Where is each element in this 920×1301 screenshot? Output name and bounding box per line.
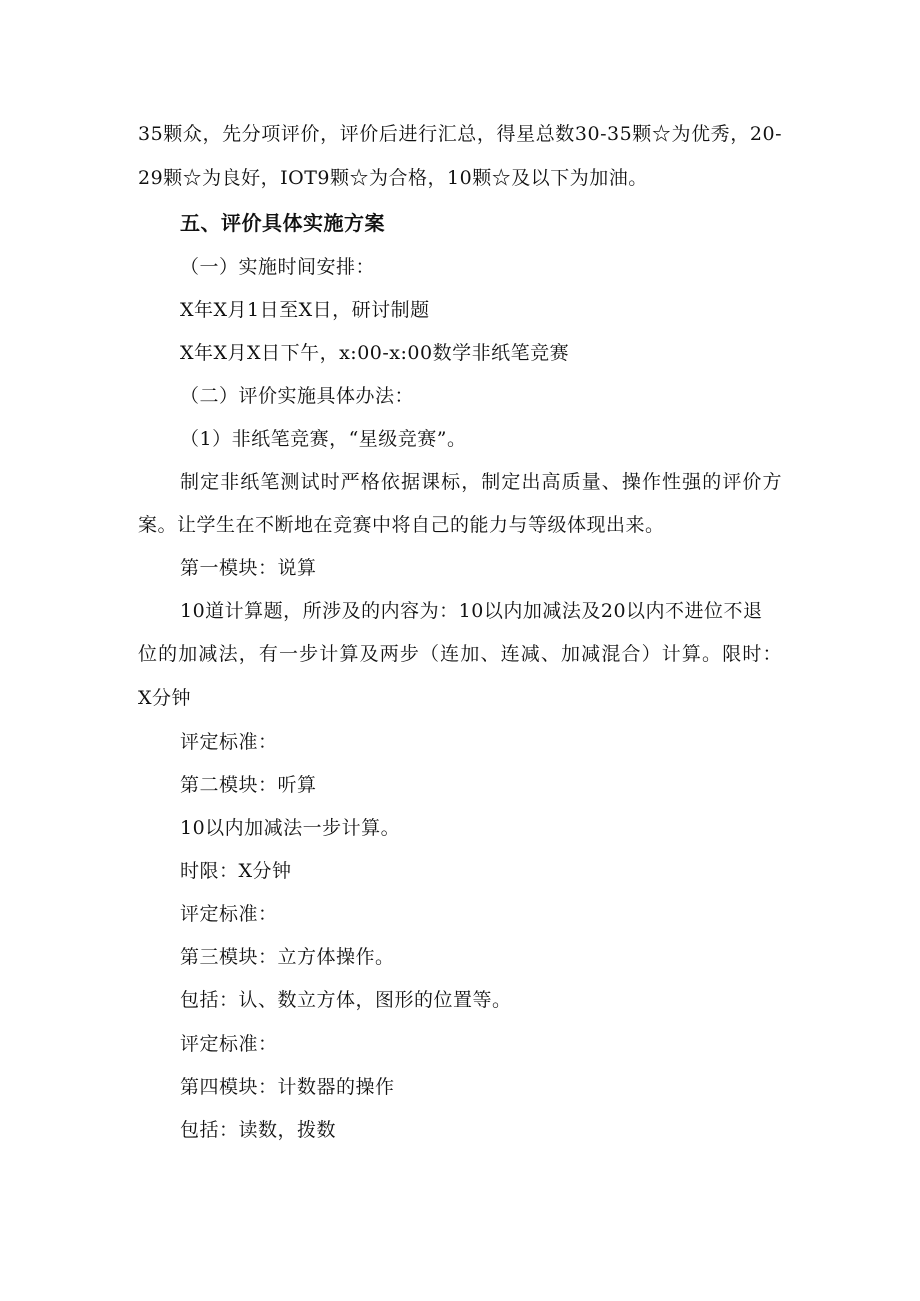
module-2-time: 时限：X分钟 — [180, 860, 292, 882]
module-2-title: 第二模块：听算 — [180, 774, 317, 796]
section-5-heading: 五、评价具体实施方案 — [180, 211, 385, 235]
module-4-title: 第四模块：计数器的操作 — [180, 1076, 395, 1098]
sub-2-heading: （二）评价实施具体办法： — [180, 385, 415, 407]
module-3-title: 第三模块：立方体操作。 — [180, 946, 395, 968]
module-2-desc: 10以内加减法一步计算。 — [180, 817, 401, 839]
module-3-desc: 包括：认、数立方体，图形的位置等。 — [180, 989, 512, 1011]
module-1-title: 第一模块：说算 — [180, 557, 317, 579]
sub-1-heading: （一）实施时间安排： — [180, 256, 376, 278]
method-1-paragraph-line-2: 案。让学生在不断地在竞赛中将自己的能力与等级体现出来。 — [138, 514, 665, 536]
module-2-criteria: 评定标准： — [180, 903, 278, 925]
intro-line-1: 35颗众，先分项评价，评价后进行汇总，得星总数30-35颗☆为优秀，20- — [138, 123, 782, 145]
module-1-desc-line-3: X分钟 — [138, 687, 192, 709]
intro-line-2: 29颗☆为良好，IOT9颗☆为合格，10颗☆及以下为加油。 — [138, 167, 648, 189]
module-4-desc: 包括：读数，拨数 — [180, 1119, 337, 1141]
schedule-item-1: X年X月1日至X日，研讨制题 — [180, 299, 430, 321]
method-1-paragraph-line-1: 制定非纸笔测试时严格依据课标，制定出高质量、操作性强的评价方 — [180, 471, 782, 493]
method-1-heading: （1）非纸笔竞赛，“星级竞赛”。 — [180, 428, 467, 450]
module-1-desc-line-2: 位的加减法，有一步计算及两步（连加、连减、加减混合）计算。限时： — [138, 643, 782, 665]
module-1-criteria: 评定标准： — [180, 731, 278, 753]
module-1-desc-line-1: 10道计算题，所涉及的内容为：10以内加减法及20以内不进位不退 — [180, 600, 763, 622]
schedule-item-2: X年X月X日下午，x:00-x:00数学非纸笔竞赛 — [180, 342, 570, 364]
module-3-criteria: 评定标准： — [180, 1033, 278, 1055]
